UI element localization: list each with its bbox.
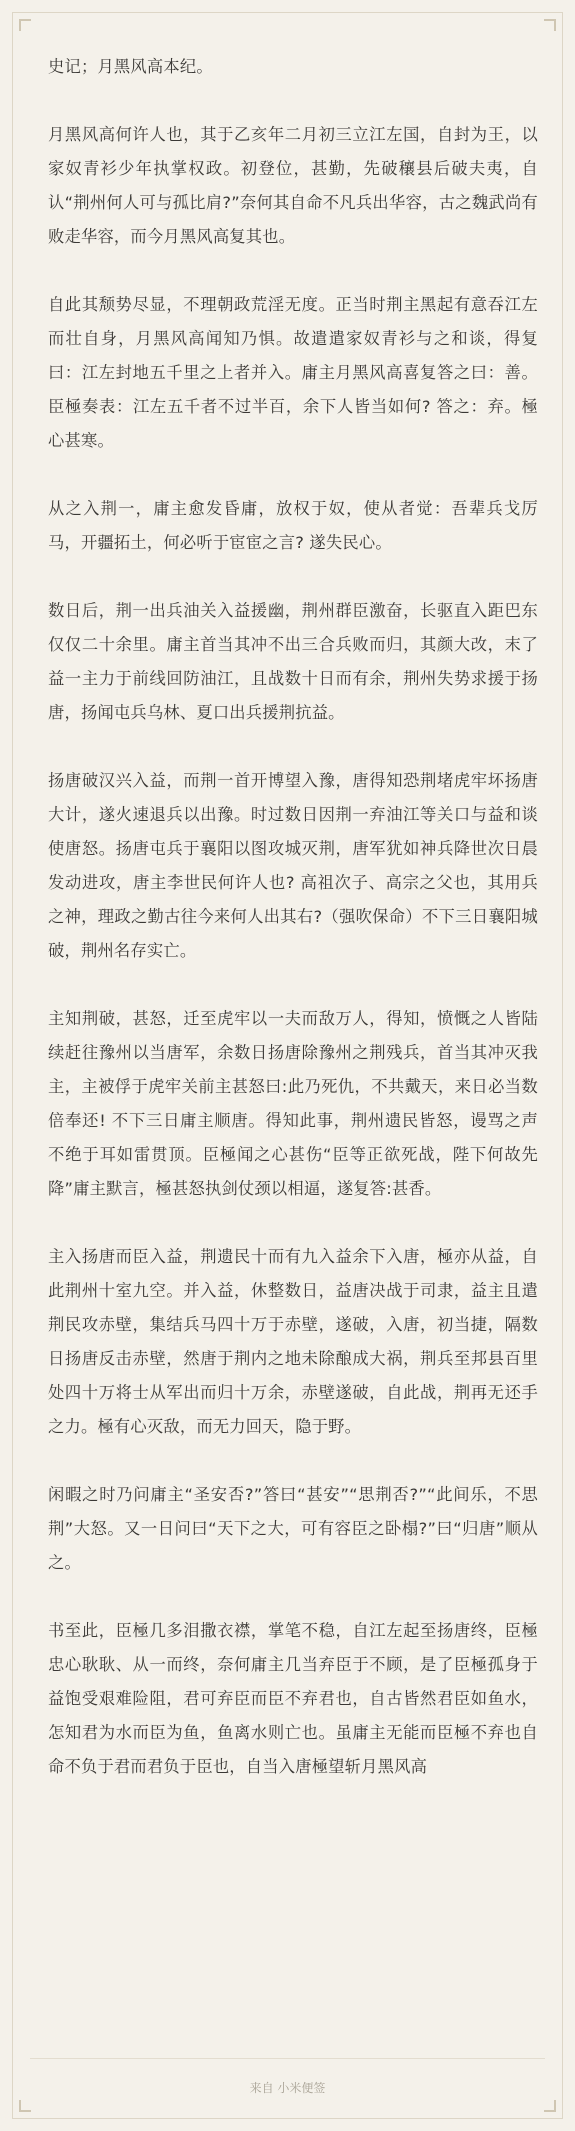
note-paragraph: 从之入荆一，庸主愈发昏庸，放权于奴，使从者觉：吾辈兵戈厉马，开疆拓土，何必听于宦宦之言? 遂失民心。 xyxy=(48,499,538,552)
note-paragraph: 自此其颓势尽显，不理朝政荒淫无度。正当时荆主黑起有意吞江左而壮自身，月黑风高闻知乃惧。故遣遣家奴青衫与之和谈，得复曰：江左封地五千里之上者并入。庸主月黑风高喜复答之曰：善。臣極奏表：江左五千者不过半百，余下人皆当如何? 答之：弃。極心甚寒。 xyxy=(48,295,538,450)
note-body xyxy=(48,50,538,1818)
corner-ornament xyxy=(544,2100,556,2112)
note-title: 史记；月黑风高本纪。 xyxy=(48,57,213,76)
corner-ornament xyxy=(19,19,31,31)
note-paragraph: 数日后，荆一出兵油关入益援幽，荆州群臣激奋，长驱直入距巴东仅仅二十余里。庸主首当其冲不出三合兵败而归，其颜大改，末了益一主力于前线回防油江，且战数十日而有余，荆州失势求援于扬唐，扬闻屯兵乌林、夏口出兵援荆抗益。 xyxy=(48,601,538,722)
note-paragraph: 书至此，臣極几多泪撒衣襟，掌笔不稳，自江左起至扬唐终，臣極忠心耿耿、从一而终，奈何庸主几当弃臣于不顾，是了臣極孤身于益饱受艰难险阻，君可弃臣而臣不弃君也，自古皆然君臣如鱼水，怎知君为水而臣为鱼，鱼离水则亡也。虽庸主无能而臣極不弃也自命不负于君而君负于臣也，自当入唐極望斩月黑风高 xyxy=(48,1621,538,1776)
note-paragraph: 主知荆破，甚怒，迁至虎牢以一夫而敌万人，得知，愤慨之人皆陆续赶往豫州以当唐军，余数日扬唐除豫州之荆残兵，首当其冲灭我主，主被俘于虎牢关前主甚怒曰:此乃死仇，不共戴天，来日必当数倍奉还! 不下三日庸主顺唐。得知此事，荆州遗民皆怒，谩骂之声不绝于耳如雷贯顶。臣極闻之心甚伤“臣等正欲死战，陛下何故先降”庸主默言，極甚怒执剑仗颈以相逼，遂复答:甚香。 xyxy=(48,1009,538,1198)
note-paragraph: 主入扬唐而臣入益，荆遗民十而有九入益余下入唐，極亦从益，自此荆州十室九空。并入益，休整数日，益唐决战于司隶，益主且遣荆民攻赤壁，集结兵马四十万于赤壁，遂破，入唐，初当捷，隔数日扬唐反击赤壁，然唐于荆内之地未除酿成大祸，荆兵至邦县百里处四十万将士从军出而归十万余，赤壁遂破，自此战，荆再无还手之力。極有心灭敌，而无力回天，隐于野。 xyxy=(48,1247,538,1436)
note-paragraph: 月黑风高何许人也，其于乙亥年二月初三立江左国，自封为王，以家奴青衫少年执掌权政。初登位，甚勤，先破穰县后破夫夷，自认“荆州何人可与孤比肩?”奈何其自命不凡兵出华容，古之魏武尚有败走华容，而今月黑风高复其也。 xyxy=(48,125,538,246)
note-paragraph: 扬唐破汉兴入益，而荆一首开博望入豫，唐得知恐荆堵虎牢坏扬唐大计，遂火速退兵以出豫。时过数日因荆一弃油江等关口与益和谈使唐怒。扬唐屯兵于襄阳以图攻城灭荆，唐军犹如神兵降世次日晨发动进攻，唐主李世民何许人也? 高祖次子、高宗之父也，其用兵之神，理政之勤古往今来何人出其右?（强吹保命）不下三日襄阳城破，荆州名存实亡。 xyxy=(48,771,538,960)
note-paragraph: 闲暇之时乃问庸主“圣安否?”答曰“甚安”“思荆否?”“此间乐，不思荆”大怒。又一日问曰“天下之大，可有容臣之卧榻?”曰“归唐”顺从之。 xyxy=(48,1485,538,1572)
footer-divider xyxy=(30,2058,545,2059)
source-label: 来自 小米便签 xyxy=(249,2081,326,2095)
corner-ornament xyxy=(19,2100,31,2112)
corner-ornament xyxy=(544,19,556,31)
